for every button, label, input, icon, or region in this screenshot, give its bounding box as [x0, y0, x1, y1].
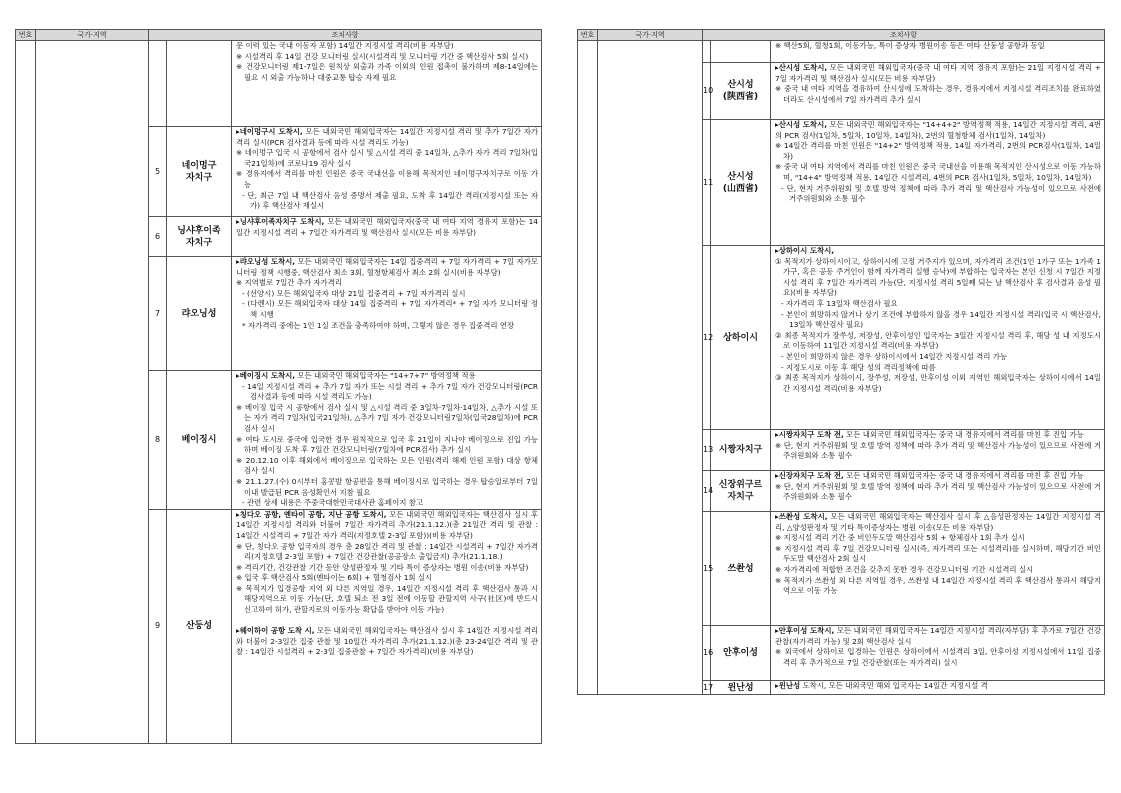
- region-name: 상하이시: [711, 246, 771, 430]
- measure-body: ※ 입국 후 핵산검사 5회(옌타이는 6회) + 혈청검사 1회 실시: [236, 573, 433, 583]
- row-number: 7: [149, 257, 167, 371]
- measure-heading: ▸안후이성 도착시,: [775, 626, 835, 635]
- row-number: 12: [703, 246, 711, 430]
- outer-num-cell: [16, 41, 36, 744]
- measure-body: ※ 여타 도시로 중국에 입국한 경우 원칙적으로 입국 후 21일이 지나야 베이징으로 진입 가능하며 베이징 도착 후 7일간 건강모니터링(7일차에 PCR검사) 추가 실시: [236, 434, 538, 455]
- measure-line: [236, 169, 538, 190]
- measure-line: [775, 430, 1101, 441]
- measure-text: [771, 681, 1105, 695]
- measure-body: - 단, 현지 거주위원회 및 호텔 방역 정책에 따라 추가 격리 및 핵산검사 가능성이 있으므로 사전에 거주위원회와 소통 필수: [781, 183, 1101, 204]
- measure-body: 모든 내외국민 해외입국자는 핵산검사 실시 후 △음성판정자는 14일간 지정시설 격리, △양성판정자 및 기타 특이증상자는 병원 이송(모든 비용 자부담): [775, 512, 1101, 532]
- measure-line: [775, 471, 1101, 482]
- measure-body: ※ 목적지가 입경공항 지역 외 다른 지역일 경우, 14일간 지정시설 격리 후 핵산검사 통과 시 해당지역으로 이동 가능(단, 호텔 퇴소 전 3일 전에 이동할 관할지역 사구(社区)에 반드시 신고하여 허가, 관할지로의 이동가능 확답을 받아야 이동 가능): [236, 583, 538, 615]
- measure-heading: ▸산시성 도착시,: [775, 63, 828, 72]
- region-name: 산시성 (山西省): [711, 120, 771, 246]
- measure-text: [232, 257, 542, 371]
- measure-body: - 단, 최근 7일 내 핵산검사 음성 증명서 제출 필요, 도착 후 14일간 격리(지정시설 또는 자가) 후 핵산검사 재실시: [242, 190, 538, 211]
- measure-line: [775, 533, 1101, 544]
- measure-body: ※ 격리기간, 건강관찰 기간 동안 양성판정자 및 기타 특이 증상자는 병원 이송(비용 자부담): [236, 562, 529, 572]
- measure-line: [775, 299, 1101, 310]
- measure-heading: ▸닝샤후이족자치구 도착시,: [236, 217, 325, 226]
- measure-body: 문 이력 있는 국내 이동자 포함) 14일간 지정시설 격리(비용 자부담): [236, 41, 454, 50]
- region-name: 닝샤후이족 자치구: [167, 217, 232, 257]
- region-name: 랴오닝성: [167, 257, 232, 371]
- measure-line: [236, 542, 538, 563]
- measure-text: [771, 626, 1105, 681]
- measure-body: ※ 건강모니터링 제1-7일은 원칙상 외출과 가족 이외의 인원 접촉이 불가하며 제8-14일에는 필요 시 외출 가능하나 대중교통 탑승 자제 필요: [236, 62, 538, 82]
- measure-line: [236, 278, 538, 289]
- measure-text: [232, 371, 542, 510]
- measure-line: [236, 573, 538, 584]
- left-page: [15, 29, 542, 744]
- measure-text: [771, 471, 1105, 512]
- measure-text: [232, 127, 542, 217]
- region-name: 윈난성: [711, 681, 771, 695]
- measure-line: [775, 63, 1101, 84]
- row-number: 9: [149, 509, 167, 743]
- region-name: 안후이성: [711, 626, 771, 681]
- outer-region-cell: [598, 41, 703, 695]
- region-name: 쓰촨성: [711, 512, 771, 626]
- measure-line: [775, 626, 1101, 647]
- header-measure: 조치사항: [703, 30, 1105, 41]
- measure-line: [236, 498, 538, 509]
- region-name: 시짱자치구: [711, 430, 771, 471]
- measure-body: 모든 내외국민 해외입국자는 중국 내 경유지에서 격리를 마친 후 진입 가능: [843, 430, 1084, 439]
- row-number: [149, 41, 167, 127]
- measure-line: [775, 246, 1101, 257]
- measure-body: 모든 내외국민 해외입국자는 "14+7+7" 방역정책 적용: [295, 371, 476, 380]
- measure-body: ※ 베이징 입국 시 공항에서 검사 실시 및 △시설 격리 중 3일차·7일차·14일차, △추가 시설 또는 자가 격리 7일차(입국21일차), △추가 7일 자가 건강모니터링7일차(입국28일차)에 PCR 검사 실시: [236, 402, 538, 433]
- measure-body: 모든 내외국민 해외입국자는 핵산검사 실시 후 14일간 지정시설 격리와 더불어 7일간 자가격리 추가(21.1.12.)(총 21일간 격리 및 관찰 : 14일간 시설격리 + 7일간 자가 격리(지정호텔 2-3일 포함))(비용 자부담): [236, 509, 538, 540]
- measure-body: ※ 21.1.27.(수) 0시부터 홍콩발 항공편을 통해 베이징시로 입국하는 경우 탑승일로부터 7일 이내 발급된 PCR 음성확인서 지참 필요: [236, 476, 538, 497]
- measures-table-left: [15, 29, 542, 744]
- right-page: [577, 29, 1105, 695]
- table-header: [16, 30, 542, 41]
- measure-line: [775, 681, 1101, 692]
- measure-line: [236, 403, 538, 435]
- measure-line: [236, 289, 538, 300]
- measure-line: [775, 257, 1101, 299]
- measure-heading: ▸윈난성: [775, 681, 801, 690]
- measure-body: ※ 14일간 격리를 마친 인원은 "14+2" 방역정책 적용, 14일 자가격리, 2번의 PCR검사(1일차, 14일차): [775, 141, 1101, 161]
- measure-body: - 관련 상세 내용은 주중국대한민국대사관 홈페이지 참고: [242, 498, 423, 508]
- measure-line: [236, 382, 538, 403]
- measure-body: 모든 내외국민 해외입국자는 14일 집중격리 + 7일 자가격리 + 7일 자가모니터링 정책 시행중, 핵산검사 최소 3회, 혈청항체검사 최소 2회 실시(비용 자부담): [236, 257, 538, 277]
- region-name: [167, 41, 232, 127]
- measure-body: 도착시, 모든 내외국민 해외 입국자는 14일간 지정시설 격: [800, 681, 988, 690]
- measure-body: - 14일 지정시설 격리 + 추가 7일 자가 또는 시설 격리 + 추가 7일 자가 건강모니터링(PCR 검사결과 등에 따라 시설 격리도 가능): [242, 381, 538, 402]
- row-number: [703, 41, 711, 63]
- measure-heading: ▸칭다오 공항, 옌타이 공항, 지난 공항 도착시,: [236, 509, 387, 519]
- measure-line: [236, 299, 538, 320]
- row-number: 13: [703, 430, 711, 471]
- row-number: 14: [703, 471, 711, 512]
- measure-line: [236, 257, 538, 278]
- measure-line: [775, 512, 1101, 533]
- measure-heading: ▸산시성 도착시,: [775, 120, 828, 129]
- measure-body: ② 최종 목적지가 장쑤성, 저장성, 안후이성인 입국자는 3일간 지정시설 격리 후, 해당 성 내 지정도시로 이동하여 11일간 지정시설 격리(비용 자부담): [775, 330, 1101, 351]
- measures-table-right: [577, 29, 1105, 695]
- row-number: 11: [703, 120, 711, 246]
- measure-body: ※ 목적지가 쓰촨성 외 다른 지역일 경우, 쓰촨성 내 14일간 지정시설 격리 후 핵산검사 통과시 해당지역으로 이동 가능: [775, 575, 1101, 596]
- measure-body: - 본인이 희망하지 않은 경우 상하이시에서 14일간 지정시설 격리 가능: [781, 351, 1007, 361]
- measure-line: [236, 191, 538, 212]
- measure-line: [236, 217, 538, 238]
- measure-body: - (다롄시) 모든 해외입국자 대상 14일 집중격리 + 7일 자가격리* + 7일 자가 모니터링 정책 시행: [242, 299, 538, 319]
- measure-body: 모든 내외국민 해외입국자(중국 내 여타 지역 경유지 포함)는 14일간 지정시설 격리 + 7일간 자가격리 및 핵산검사 실시(모든 비용 자부담): [236, 217, 538, 237]
- measure-body: ※ 경유지에서 격리를 마친 인원은 중국 국내선을 이용해 목적지인 네이멍구자치구로 이동 가능: [236, 169, 538, 189]
- measure-body: 모든 내외국민 해외입국자는 핵산검사 실시 후 14일간 지정시설 격리와 더불어 2-3일간 집중 관찰 및 10일간 자가격리 추가(21.1.12.)(총 23-24일간 격리 및 관찰 : 14일간 시설격리 + 2-3일 집중관찰 + 7일간 자가격리)(비용 자부담): [236, 626, 538, 657]
- measure-body: ※ 네이멍구 입국 시 공항에서 검사 실시 및 △시설 격리 중 14일차, △추가 자가 격리 7일차(입국21일차)에 코로나19 검사 실시: [236, 148, 538, 168]
- measure-text: [232, 217, 542, 257]
- measure-text: [771, 63, 1105, 120]
- measure-body: 모든 내외국민 해외입국자는 중국 내 경유지에서 격리를 마친 후 진입 가능: [843, 471, 1084, 480]
- row-number: 10: [703, 63, 711, 120]
- table-row: [16, 41, 542, 127]
- measure-line: [236, 616, 538, 627]
- measure-body: 모든 내외국민 해외입국자는 14일간 지정시설 격리 및 추가 7일간 자가 격리 실시(PCR 검사결과 등에 따라 시설 격리도 가능): [236, 127, 538, 147]
- measure-heading: ▸웨이하이 공항 도착 시,: [236, 626, 315, 636]
- measure-line: [236, 584, 538, 616]
- measure-line: [775, 141, 1101, 162]
- region-name: [711, 41, 771, 63]
- measure-body: 모든 내외국민 해외입국자(중국 내 여타 지역 경유지 포함)는 21일 지정시설 격리 + 7일 자가격리 및 핵산검사 실시(모든 비용 자부담): [775, 63, 1101, 83]
- measure-line: [236, 41, 538, 52]
- measure-body: ※ 20.12.10 이후 해외에서 베이징으로 입국하는 모든 인원(격리 해제 인원 포함) 대상 항체 검사 실시: [236, 455, 538, 476]
- measure-body: ※ 외국에서 상하이로 입경하는 인원은 상하이에서 시설격리 3일, 안후이성 지정시설에서 11일 집중격리 후 추가적으로 7일 건강관찰(또는 자가격리) 실시: [775, 647, 1101, 667]
- measure-body: - (선양시) 모든 해외입국자 대상 21일 집중격리 + 7일 자가격리 실시: [242, 288, 466, 298]
- row-number: 6: [149, 217, 167, 257]
- region-name: 베이징시: [167, 371, 232, 510]
- region-name: 네이멍구 자치구: [167, 127, 232, 217]
- measure-body: - 자가격리 후 13일차 핵산검사 필요: [781, 298, 898, 308]
- measure-line: [775, 482, 1101, 503]
- row-number: 16: [703, 626, 711, 681]
- measure-body: * 자가격리 중에는 1인 1실 조건을 충족하여야 하며, 그렇지 않은 경우 집중격리 연장: [242, 320, 515, 330]
- measure-line: [236, 148, 538, 169]
- row-number: 5: [149, 127, 167, 217]
- measure-line: [775, 331, 1101, 352]
- measure-heading: ▸신장자치구 도착 전,: [775, 471, 844, 480]
- measure-line: [236, 477, 538, 498]
- measure-body: ※ 지정시설 격리 후 7일 건강모니터링 실시(즉, 자가격리 또는 시설격리)를 실시하며, 해당기간 비인두도말 핵산검사 2회 실시: [775, 543, 1101, 564]
- measure-line: [236, 510, 538, 542]
- measure-line: [775, 576, 1101, 597]
- header-measure: 조치사항: [149, 30, 542, 41]
- table-header: [578, 30, 1105, 41]
- measure-line: [775, 363, 1101, 374]
- measure-line: [236, 563, 538, 574]
- measure-line: [775, 373, 1101, 394]
- measure-heading: ▸베이징시 도착시,: [236, 371, 296, 380]
- row-number: 17: [703, 681, 711, 695]
- measure-line: [775, 565, 1101, 576]
- measure-body: ※ 중국 내 여타 지역에서 격리를 마친 인원은 중국 국내선을 이용해 목적지인 산시성으로 이동 가능하며, "14+4" 방역정책 적용. 14일간 시설격리, 4번의 PCR 검사(1일차, 5일차, 10일차, 14일차): [775, 162, 1101, 182]
- measure-line: [236, 62, 538, 83]
- measure-body: ③ 최종 목적지가 상하이시, 장쑤성, 저장성, 안후이성 이외 지역인 해외입국자는 상하이시에서 14일간 지정시설 격리(비용 자부담): [775, 373, 1101, 393]
- measure-line: [236, 435, 538, 456]
- measure-line: [775, 120, 1101, 141]
- region-name: 산시성 (陕西省): [711, 63, 771, 120]
- row-number: 15: [703, 512, 711, 626]
- measure-line: [236, 371, 538, 382]
- measure-heading: ▸네이멍구시 도착시,: [236, 127, 303, 136]
- measure-line: [775, 184, 1101, 205]
- measure-line: [236, 321, 538, 332]
- measure-line: [236, 127, 538, 148]
- measure-body: ※ 단, 현지 거주위원회 및 호텔 방역 정책에 따라 추가 격리 및 핵산검사 가능성이 있으므로 사전에 거주위원회와 소통 필수: [775, 440, 1101, 461]
- measure-body: 모든 내외국민 해외입국자는 14일간 지정시설 격리(자부담) 후 추가로 7일간 건강관찰(자가격리 가능) 및 2회 핵산검사 실시: [775, 626, 1101, 646]
- measure-heading: ▸랴오닝성 도착시,: [236, 257, 296, 266]
- measure-line: [775, 544, 1101, 565]
- measure-body: ※ 단, 현지 거주위원회 및 호텔 방역 정책에 따라 추가 격리 및 핵산검사 가능성이 있으므로 사전에 거주위원회와 소통 필수: [775, 481, 1101, 502]
- measure-body: - 본인이 희망하지 않거나 상기 조건에 부합하지 않을 경우 14일간 지정시설 격리(입국 시 핵산검사, 13일차 핵산검사 필요): [781, 309, 1101, 330]
- header-num: 번호: [16, 30, 36, 41]
- measure-body: - 지정도시로 이동 후 해당 성의 격리정책에 따름: [781, 362, 936, 372]
- region-name: 신장위구르 자치구: [711, 471, 771, 512]
- measure-line: [775, 162, 1101, 183]
- measure-text: [232, 41, 542, 127]
- measure-text: [232, 509, 542, 743]
- measure-heading: ▸상하이시 도착시,: [775, 246, 835, 255]
- measure-line: [775, 310, 1101, 331]
- measure-line: [775, 647, 1101, 668]
- measure-heading: ▸쓰촨성 도착시,: [775, 512, 828, 521]
- measure-line: [236, 626, 538, 658]
- measure-line: [775, 84, 1101, 105]
- measure-body: ※ 지정시설 격리 기간 중 비인두도말 핵산검사 5회 + 항체검사 1회 추가 실시: [775, 533, 1025, 543]
- measure-body: ※ 시설격리 후 14일 건강 모니터링 실시(시설격리 및 모니터링 기간 중 핵산검사 5회 실시): [236, 51, 529, 61]
- measure-line: [775, 41, 1101, 52]
- measure-body: ※ 자가격리에 적합한 조건을 갖추지 못한 경우 건강모니터링 기간 시설격리 실시: [775, 564, 1034, 574]
- header-region: 국가·지역: [36, 30, 149, 41]
- outer-region-cell: [36, 41, 149, 744]
- measure-text: [771, 120, 1105, 246]
- measure-line: [775, 352, 1101, 363]
- measure-heading: ▸시짱자치구 도착 전,: [775, 430, 844, 439]
- measure-body: ※ 지역별로 7일간 추가 자가격리: [236, 278, 342, 288]
- measure-line: [236, 456, 538, 477]
- measure-line: [236, 52, 538, 63]
- table-row: [578, 41, 1105, 63]
- outer-num-cell: [578, 41, 598, 695]
- measure-body: ※ 단, 칭다오 공항 입국자의 경우 총 28일간 격리 및 관찰 : 14일간 시설격리 + 7일간 자가격리(지정호텔 2-3일 포함) + 7일간 건강관찰(공공장소 출입금지) 추가(21.1.18.): [236, 541, 538, 562]
- row-number: 8: [149, 371, 167, 510]
- measure-line: [775, 441, 1101, 462]
- measure-text: [771, 512, 1105, 626]
- measure-text: [771, 41, 1105, 63]
- measure-body: ※ 핵산5회, 혈청1회, 이동가능, 특이 증상자 병원이송 등은 여타 산둥성 공항과 동일: [775, 41, 1045, 50]
- measure-body: 모든 내외국민 해외입국자는 "14+4+2" 방역정책 적용, 14일간 지정시설 격리, 4번의 PCR 검사(1일차, 5일차, 10일차, 14일차), 2번의 혈청항체 검사(1일차, 14일차): [775, 120, 1101, 140]
- measure-text: [771, 246, 1105, 430]
- measure-body: ① 목적지가 상하이시이고, 상하이시에 고정 거주지가 있으며, 자가격리 조건(1인 1가구 또는 1가족 1가구, 혹은 공동 주거인이 함께 자가격리 실행 승낙)에 부합하는 입국자는 본인 신청 시 7일간 지정시설 격리 후 7일간 자가격리 가능(단, 지정시설 격리 5일째 되는 날 핵산검사 후 검사결과 음성 필요)(비용 자부담): [775, 256, 1101, 298]
- measure-body: ※ 중국 내 여타 지역을 경유하여 산시성에 도착하는 경우, 경유지에서 지정시설 격리조치를 완료하였더라도 산시성에서 7일 자가격리 추가 실시: [775, 84, 1101, 104]
- header-region: 국가·지역: [598, 30, 703, 41]
- header-num: 번호: [578, 30, 598, 41]
- measure-text: [771, 430, 1105, 471]
- region-name: 산둥성: [167, 509, 232, 743]
